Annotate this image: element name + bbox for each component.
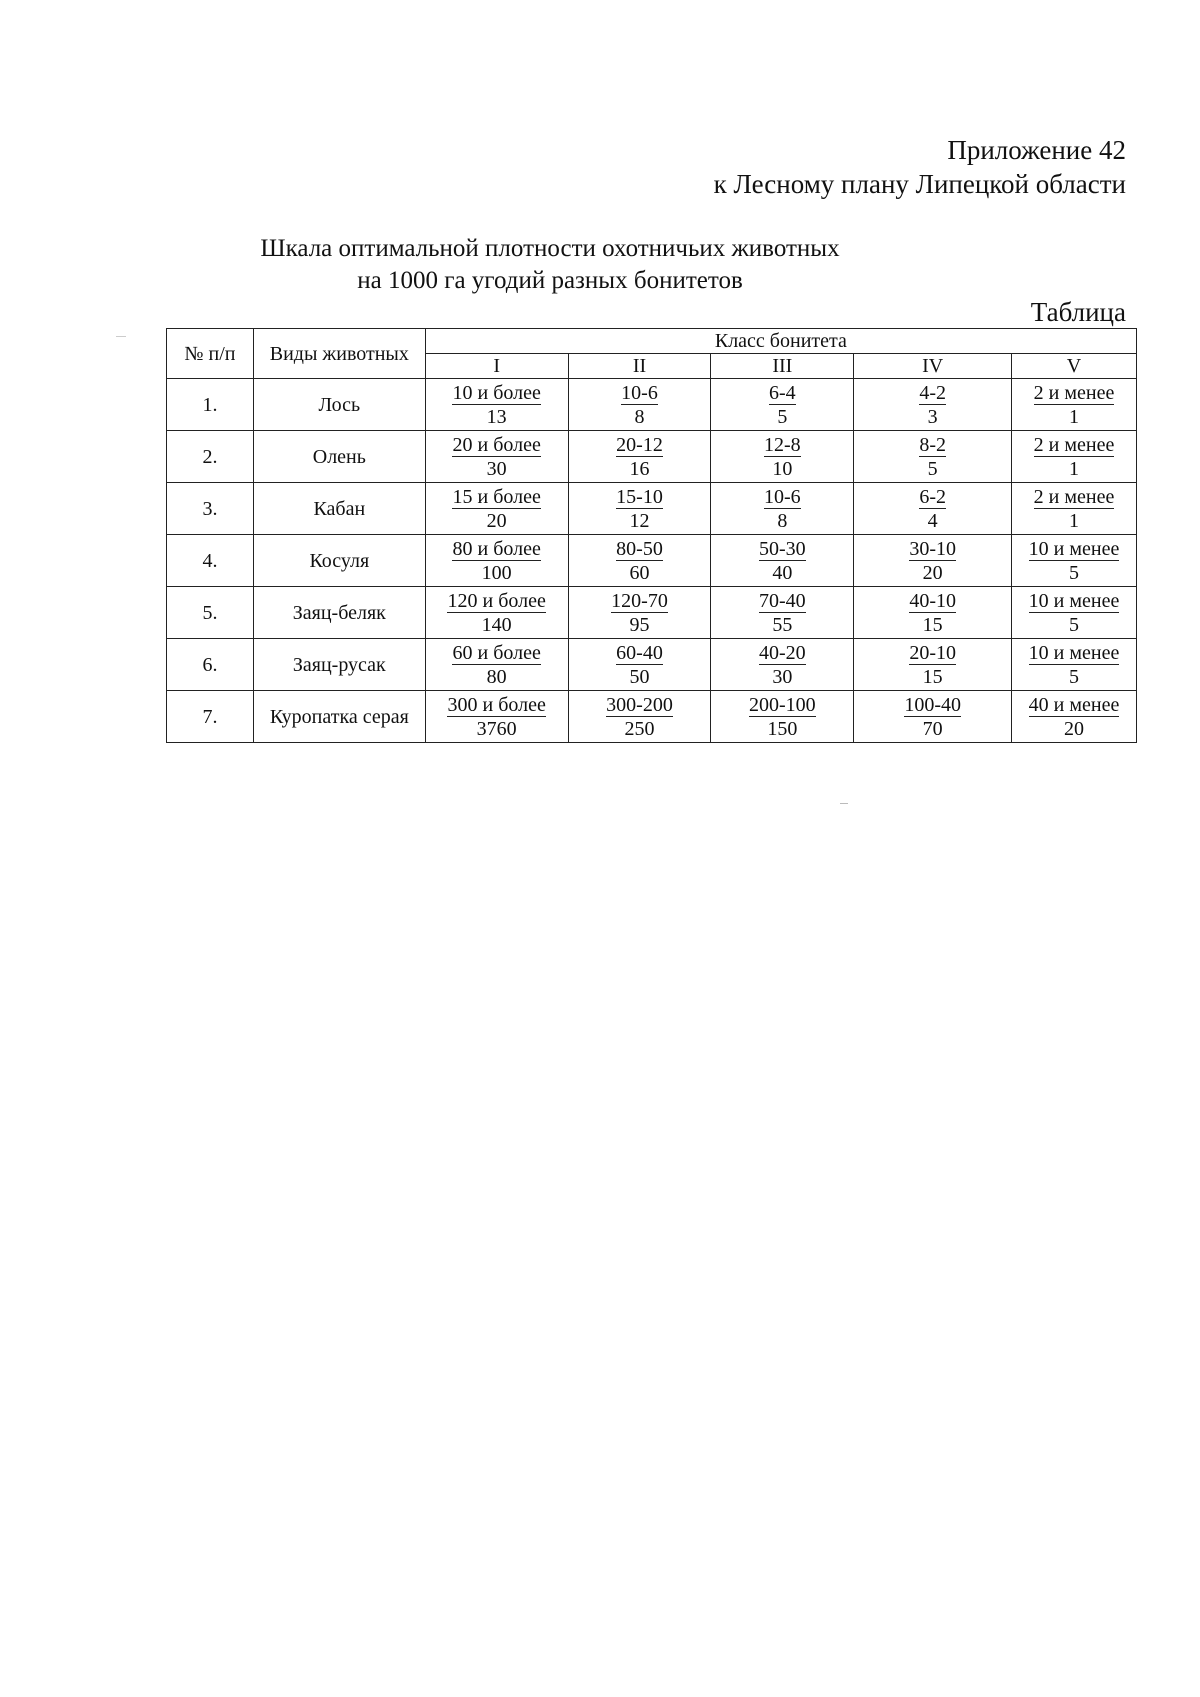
optimal-value: 1 xyxy=(1069,509,1080,532)
value-cell xyxy=(568,639,711,691)
appendix-header xyxy=(714,133,1126,201)
optimal-value: 20 xyxy=(486,509,507,532)
value-cell xyxy=(711,483,854,535)
optimal-value: 8 xyxy=(777,509,788,532)
optimal-value: 15 xyxy=(922,665,943,688)
value-cell xyxy=(1012,587,1137,639)
value-cell xyxy=(854,431,1012,483)
value-cell xyxy=(568,483,711,535)
range-value: 300 и более xyxy=(447,693,546,716)
optimal-value: 5 xyxy=(927,457,938,480)
value-cell xyxy=(568,535,711,587)
range-value: 200-100 xyxy=(749,693,816,716)
row-num: 2. xyxy=(167,431,254,483)
header-class-group: Класс бонитета xyxy=(425,329,1136,354)
optimal-value: 60 xyxy=(629,561,650,584)
optimal-value: 12 xyxy=(629,509,650,532)
row-num: 1. xyxy=(167,379,254,431)
range-value: 6-4 xyxy=(769,381,796,404)
table-row xyxy=(167,587,1137,639)
optimal-value: 1 xyxy=(1069,457,1080,480)
table-body xyxy=(167,379,1137,743)
range-value: 40-20 xyxy=(759,641,806,664)
value-cell xyxy=(711,379,854,431)
range-value: 80-50 xyxy=(616,537,663,560)
optimal-value: 3760 xyxy=(476,717,517,740)
range-value: 15 и более xyxy=(452,485,541,508)
range-value: 10 и менее xyxy=(1028,537,1120,560)
range-value: 100-40 xyxy=(904,693,961,716)
range-value: 2 и менее xyxy=(1033,433,1115,456)
value-cell xyxy=(425,535,568,587)
header-class: II xyxy=(568,354,711,379)
value-cell xyxy=(1012,535,1137,587)
range-value: 40 и менее xyxy=(1028,693,1120,716)
scan-mark xyxy=(116,336,126,337)
value-cell xyxy=(568,587,711,639)
header-num: № п/п xyxy=(167,329,254,379)
optimal-value: 10 xyxy=(772,457,793,480)
value-cell xyxy=(711,587,854,639)
value-cell xyxy=(425,483,568,535)
value-cell xyxy=(1012,691,1137,743)
header-class: I xyxy=(425,354,568,379)
value-cell xyxy=(425,691,568,743)
range-value: 40-10 xyxy=(909,589,956,612)
row-species: Лось xyxy=(253,379,425,431)
value-cell xyxy=(425,431,568,483)
optimal-value: 80 xyxy=(486,665,507,688)
value-cell xyxy=(854,483,1012,535)
range-value: 20 и более xyxy=(452,433,541,456)
range-value: 50-30 xyxy=(759,537,806,560)
range-value: 120-70 xyxy=(611,589,668,612)
row-species: Заяц-русак xyxy=(253,639,425,691)
range-value: 10-6 xyxy=(764,485,801,508)
optimal-value: 16 xyxy=(629,457,650,480)
row-species: Куропатка серая xyxy=(253,691,425,743)
header-species: Виды животных xyxy=(253,329,425,379)
value-cell xyxy=(711,535,854,587)
value-cell xyxy=(1012,431,1137,483)
range-value: 10 и более xyxy=(452,381,541,404)
table-row xyxy=(167,483,1137,535)
value-cell xyxy=(425,587,568,639)
optimal-value: 1 xyxy=(1069,405,1080,428)
range-value: 2 и менее xyxy=(1033,485,1115,508)
optimal-value: 5 xyxy=(777,405,788,428)
optimal-value: 5 xyxy=(1069,561,1080,584)
optimal-value: 15 xyxy=(922,613,943,636)
value-cell xyxy=(854,639,1012,691)
range-value: 15-10 xyxy=(616,485,663,508)
optimal-value: 30 xyxy=(772,665,793,688)
optimal-value: 50 xyxy=(629,665,650,688)
table-row xyxy=(167,639,1137,691)
row-num: 4. xyxy=(167,535,254,587)
range-value: 4-2 xyxy=(919,381,946,404)
range-value: 2 и менее xyxy=(1033,381,1115,404)
header-class: V xyxy=(1012,354,1137,379)
density-table xyxy=(166,328,1137,743)
value-cell xyxy=(854,379,1012,431)
value-cell xyxy=(711,639,854,691)
title-line-2: на 1000 га угодий разных бонитетов xyxy=(357,267,743,294)
optimal-value: 70 xyxy=(922,717,943,740)
value-cell xyxy=(711,431,854,483)
value-cell xyxy=(854,535,1012,587)
row-species: Заяц-беляк xyxy=(253,587,425,639)
row-num: 3. xyxy=(167,483,254,535)
title-line-1: Шкала оптимальной плотности охотничьих животных xyxy=(260,235,840,262)
appendix-line-1: Приложение 42 xyxy=(947,135,1126,165)
value-cell xyxy=(568,431,711,483)
value-cell xyxy=(854,587,1012,639)
range-value: 20-10 xyxy=(909,641,956,664)
optimal-value: 20 xyxy=(1064,717,1085,740)
row-num: 5. xyxy=(167,587,254,639)
header-class: IV xyxy=(854,354,1012,379)
row-num: 6. xyxy=(167,639,254,691)
value-cell xyxy=(1012,639,1137,691)
optimal-value: 55 xyxy=(772,613,793,636)
range-value: 10-6 xyxy=(621,381,658,404)
value-cell xyxy=(1012,379,1137,431)
optimal-value: 250 xyxy=(624,717,655,740)
optimal-value: 8 xyxy=(634,405,645,428)
value-cell xyxy=(1012,483,1137,535)
value-cell xyxy=(425,379,568,431)
value-cell xyxy=(711,691,854,743)
optimal-value: 4 xyxy=(927,509,938,532)
range-value: 60-40 xyxy=(616,641,663,664)
range-value: 6-2 xyxy=(919,485,946,508)
table-label: Таблица xyxy=(1030,297,1126,327)
row-num: 7. xyxy=(167,691,254,743)
optimal-value: 95 xyxy=(629,613,650,636)
row-species: Кабан xyxy=(253,483,425,535)
optimal-value: 13 xyxy=(486,405,507,428)
range-value: 70-40 xyxy=(759,589,806,612)
row-species: Косуля xyxy=(253,535,425,587)
table-row xyxy=(167,691,1137,743)
document-title xyxy=(150,233,950,297)
optimal-value: 20 xyxy=(922,561,943,584)
value-cell xyxy=(425,639,568,691)
range-value: 30-10 xyxy=(909,537,956,560)
range-value: 10 и менее xyxy=(1028,589,1120,612)
optimal-value: 100 xyxy=(481,561,512,584)
table-row xyxy=(167,379,1137,431)
range-value: 12-8 xyxy=(764,433,801,456)
range-value: 60 и более xyxy=(452,641,541,664)
range-value: 10 и менее xyxy=(1028,641,1120,664)
table-row xyxy=(167,431,1137,483)
table-row xyxy=(167,535,1137,587)
row-species: Олень xyxy=(253,431,425,483)
optimal-value: 3 xyxy=(927,405,938,428)
optimal-value: 5 xyxy=(1069,613,1080,636)
optimal-value: 30 xyxy=(486,457,507,480)
value-cell xyxy=(568,379,711,431)
range-value: 120 и более xyxy=(447,589,546,612)
optimal-value: 5 xyxy=(1069,665,1080,688)
value-cell xyxy=(568,691,711,743)
optimal-value: 150 xyxy=(767,717,798,740)
optimal-value: 140 xyxy=(481,613,512,636)
appendix-line-2: к Лесному плану Липецкой области xyxy=(713,169,1126,199)
range-value: 8-2 xyxy=(919,433,946,456)
header-class: III xyxy=(711,354,854,379)
scan-mark xyxy=(840,803,848,804)
range-value: 80 и более xyxy=(452,537,541,560)
value-cell xyxy=(854,691,1012,743)
range-value: 300-200 xyxy=(606,693,673,716)
optimal-value: 40 xyxy=(772,561,793,584)
range-value: 20-12 xyxy=(616,433,663,456)
